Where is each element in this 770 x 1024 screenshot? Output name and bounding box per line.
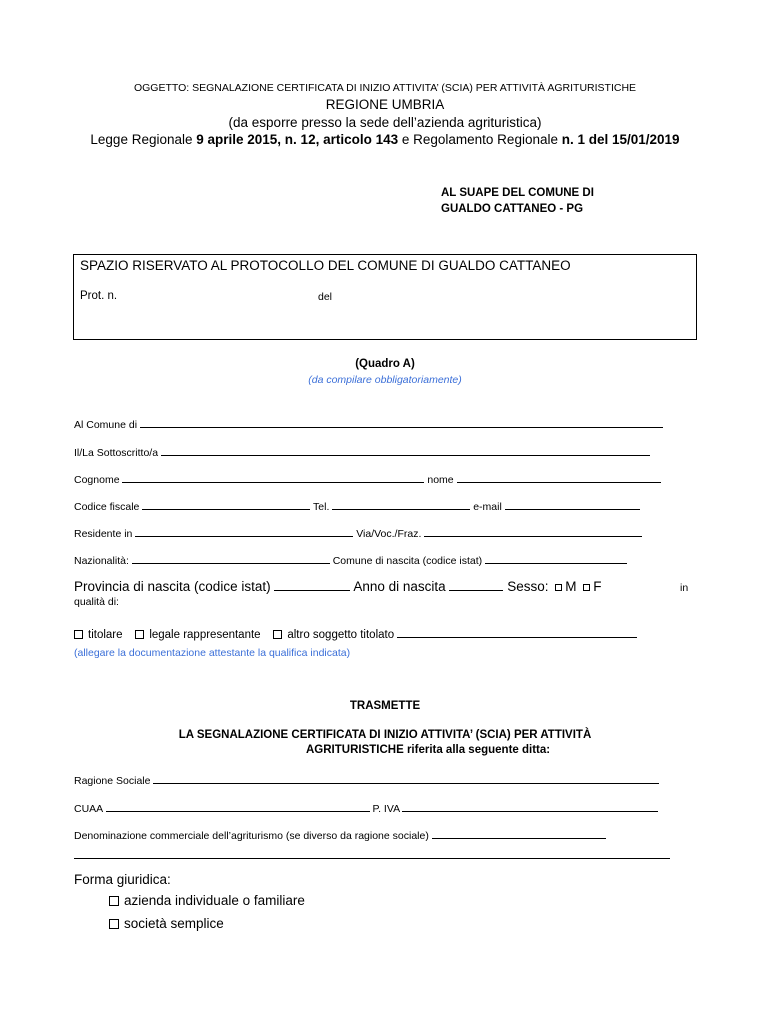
legale-checkbox[interactable] (135, 630, 144, 639)
cuaa-row[interactable] (74, 801, 658, 815)
codice-fiscale-label: Codice fiscale (74, 501, 140, 513)
residente-field[interactable] (135, 526, 353, 537)
piva-label: P. IVA (372, 803, 400, 815)
residente-row[interactable] (74, 526, 642, 540)
protocol-box-title: SPAZIO RISERVATO AL PROTOCOLLO DEL COMUNE DI GUALDO CATTANEO (80, 258, 571, 273)
protocol-number-label: Prot. n. (80, 290, 118, 302)
sesso-m-checkbox[interactable] (555, 584, 562, 591)
comune-nascita-label: Comune di nascita (codice istat) (332, 555, 483, 567)
sottoscritto-field[interactable] (161, 445, 650, 456)
codice-fiscale-row[interactable] (74, 499, 640, 513)
email-field[interactable] (505, 499, 640, 510)
sottoscritto-label: Il/La Sottoscritto/a (74, 447, 159, 459)
denominazione-label: Denominazione commerciale dell’agriturismo (se diverso da ragione sociale) (74, 830, 429, 842)
provincia-row[interactable] (74, 579, 602, 594)
forma-option-2-checkbox[interactable] (109, 919, 119, 929)
altro-field[interactable] (397, 627, 637, 638)
residente-label: Residente in (74, 528, 133, 540)
anno-nascita-label: Anno di nascita (353, 579, 446, 594)
trasmette-line-1: LA SEGNALAZIONE CERTIFICATA DI INIZIO ATTIVITA’ (SCIA) PER ATTIVITÀ (178, 729, 592, 741)
cognome-field[interactable] (122, 472, 424, 483)
titolare-checkbox[interactable] (74, 630, 83, 639)
quadro-a-subtitle: (da compilare obbligatoriamente) (308, 374, 462, 386)
law-text-b: 9 aprile 2015, n. 12, articolo 143 (196, 132, 399, 147)
sesso-label: Sesso: (507, 579, 549, 594)
forma-option-1-checkbox[interactable] (109, 896, 119, 906)
sottoscritto-row[interactable] (74, 445, 650, 459)
display-note: (da esporre presso la sede dell’azienda agrituristica) (228, 115, 542, 130)
law-text-a: Legge Regionale (90, 132, 197, 147)
cognome-label: Cognome (74, 474, 120, 486)
titolare-label: titolare (88, 629, 123, 641)
nazionalita-row[interactable] (74, 553, 627, 567)
tel-label: Tel. (313, 501, 330, 513)
nome-field[interactable] (457, 472, 661, 483)
in-label: in (680, 582, 689, 594)
law-reference (0, 132, 770, 147)
comune-field[interactable] (140, 417, 663, 428)
tel-field[interactable] (332, 499, 470, 510)
sesso-m-label: M (565, 579, 577, 594)
trasmette-line-2: AGRITURISTICHE riferita alla seguente ditta: (306, 744, 551, 756)
ragione-sociale-field[interactable] (153, 773, 659, 784)
quadro-a-title: (Quadro A) (355, 358, 415, 370)
via-label: Via/Voc./Fraz. (356, 528, 422, 540)
law-text-c: e Regolamento Regionale (398, 132, 562, 147)
ragione-sociale-row[interactable] (74, 773, 659, 787)
forma-option-2-label: società semplice (124, 916, 224, 931)
forma-giuridica-label: Forma giuridica: (74, 872, 171, 887)
nazionalita-field[interactable] (132, 553, 330, 564)
denominazione-row[interactable] (74, 828, 606, 842)
forma-option-1-label: azienda individuale o familiare (124, 893, 305, 908)
trasmette-title: TRASMETTE (349, 700, 421, 712)
forma-option-1[interactable] (109, 893, 305, 908)
ragione-sociale-label: Ragione Sociale (74, 775, 151, 787)
comune-label: Al Comune di (74, 419, 138, 431)
cognome-row[interactable] (74, 472, 661, 486)
altro-checkbox[interactable] (273, 630, 282, 639)
recipient-line-2: GUALDO CATTANEO - PG (441, 203, 584, 215)
denominazione-field-continued[interactable] (74, 848, 670, 859)
via-field[interactable] (424, 526, 642, 537)
qualita-label: qualità di: (74, 596, 119, 608)
sesso-f-checkbox[interactable] (583, 584, 590, 591)
comune-row[interactable] (74, 417, 663, 431)
anno-nascita-field[interactable] (449, 580, 503, 591)
nazionalita-label: Nazionalità: (74, 555, 129, 567)
provincia-nascita-label: Provincia di nascita (codice istat) (74, 579, 271, 594)
piva-field[interactable] (402, 801, 658, 812)
cuaa-field[interactable] (106, 801, 370, 812)
legale-label: legale rappresentante (149, 629, 261, 641)
role-row (74, 627, 637, 641)
law-text-d: n. 1 del 15/01/2019 (561, 132, 680, 147)
subject-line: OGGETTO: SEGNALAZIONE CERTIFICATA DI INIZIO ATTIVITA’ (SCIA) PER ATTIVITÀ AGRITURISTICHE (133, 82, 637, 94)
forma-option-2[interactable] (109, 916, 224, 931)
denominazione-field[interactable] (432, 828, 606, 839)
nome-label: nome (427, 474, 454, 486)
altro-label: altro soggetto titolato (287, 629, 395, 641)
region-title: REGIONE UMBRIA (325, 97, 445, 112)
protocol-date-label: del (318, 291, 333, 303)
cuaa-label: CUAA (74, 803, 103, 815)
provincia-nascita-field[interactable] (274, 580, 350, 591)
recipient-line-1: AL SUAPE DEL COMUNE DI (441, 187, 594, 199)
codice-fiscale-field[interactable] (142, 499, 310, 510)
sesso-f-label: F (593, 579, 602, 594)
comune-nascita-field[interactable] (485, 553, 627, 564)
role-note: (allegare la documentazione attestante la qualifica indicata) (74, 647, 351, 659)
email-label: e-mail (473, 501, 502, 513)
